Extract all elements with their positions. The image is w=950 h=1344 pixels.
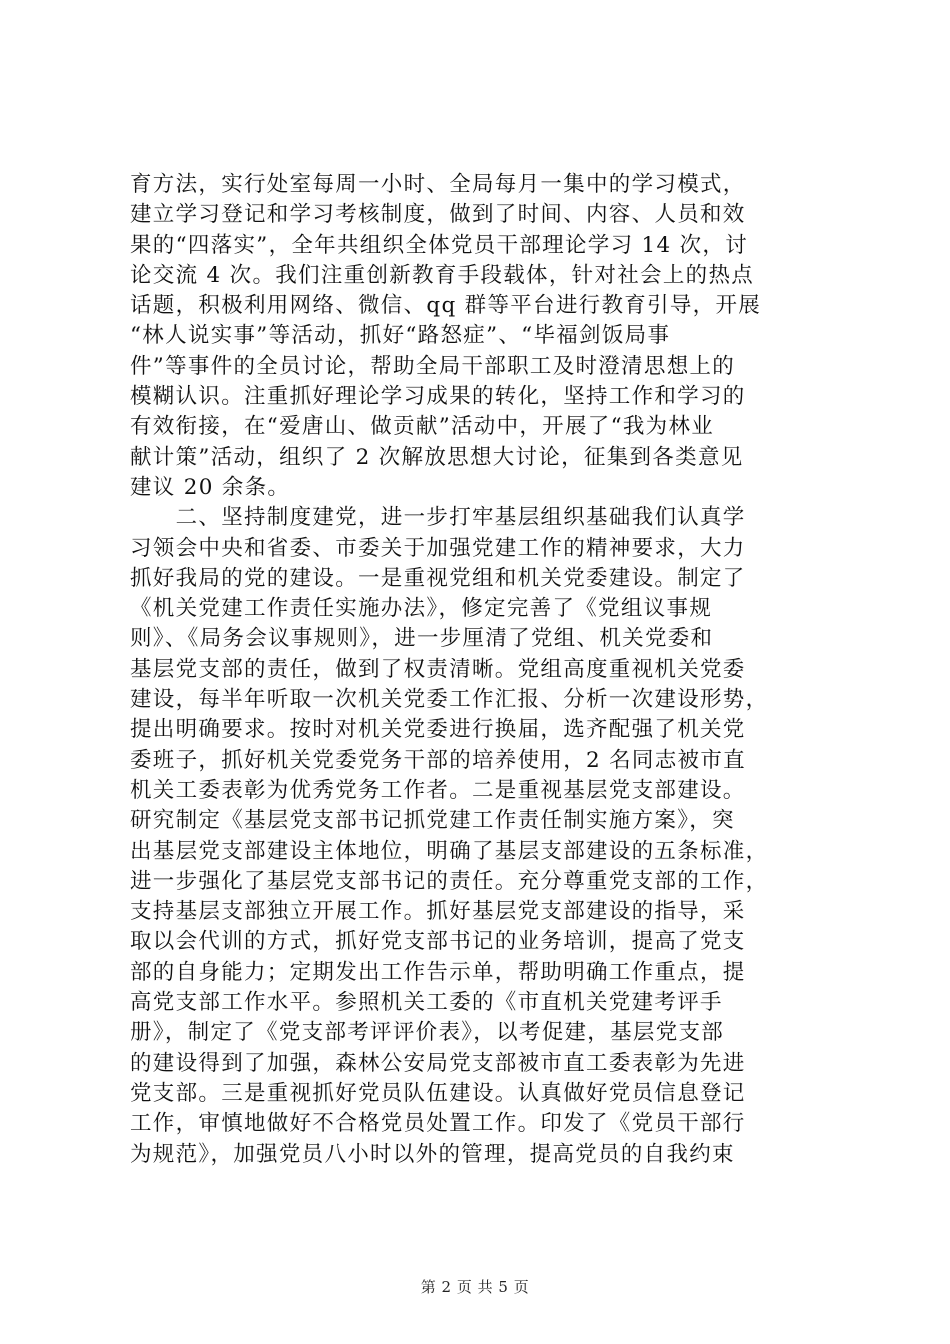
text-line: 取以会代训的方式，抓好党支部书记的业务培训，提高了党支 bbox=[130, 929, 746, 955]
text-line: 《机关党建工作责任实施办法》，修定完善了《党组议事规 bbox=[130, 596, 713, 622]
text-line: 册》，制定了《党支部考评评价表》，以考促建，基层党支部 bbox=[130, 1020, 725, 1046]
text-line: 提出明确要求。按时对机关党委进行换届，选齐配强了机关党 bbox=[130, 717, 746, 743]
section-heading-line: 二、坚持制度建党，进一步打牢基层组织基础我们认真学 bbox=[130, 505, 746, 531]
text-line: 支持基层支部独立开展工作。抓好基层党支部建设的指导，采 bbox=[130, 899, 746, 925]
text-line: 的建设得到了加强，森林公安局党支部被市直工委表彰为先进 bbox=[130, 1050, 746, 1076]
text-line: 献计策”活动，组织了 2 次解放思想大讨论，征集到各类意见 bbox=[130, 444, 744, 470]
text-line: 进一步强化了基层党支部书记的责任。充分尊重党支部的工作， bbox=[130, 868, 769, 894]
text-line: 研究制定《基层党支部书记抓党建工作责任制实施方案》，突 bbox=[130, 808, 735, 834]
text-line: 部的自身能力；定期发出工作告示单，帮助明确工作重点，提 bbox=[130, 959, 746, 985]
text-line: 党支部。三是重视抓好党员队伍建设。认真做好党员信息登记 bbox=[130, 1080, 746, 1106]
text-line: 有效衔接，在“爱唐山、做贡献”活动中，开展了“我为林业 bbox=[130, 414, 715, 440]
text-line: 为规范》，加强党员八小时以外的管理，提高党员的自我约束 bbox=[130, 1141, 735, 1167]
text-line: 委班子，抓好机关党委党务干部的培养使用，2 名同志被市直 bbox=[130, 747, 746, 773]
text-line: 工作，审慎地做好不合格党员处置工作。印发了《党员干部行 bbox=[130, 1111, 746, 1137]
text-line: 建立学习登记和学习考核制度，做到了时间、内容、人员和效 bbox=[130, 202, 746, 228]
text-line: 果的“四落实”，全年共组织全体党员干部理论学习 14 次，讨 bbox=[130, 232, 749, 258]
text-line: 模糊认识。注重抓好理论学习成果的转化，坚持工作和学习的 bbox=[130, 384, 746, 410]
text-line: 建议 20 余条。 bbox=[130, 474, 291, 500]
text-line: 出基层党支部建设主体地位，明确了基层支部建设的五条标准， bbox=[130, 838, 769, 864]
body-text bbox=[130, 170, 830, 1170]
text-line: 育方法，实行处室每周一小时、全局每月一集中的学习模式， bbox=[130, 172, 746, 197]
text-line: 件”等事件的全员讨论，帮助全局干部职工及时澄清思想上的 bbox=[130, 353, 736, 379]
text-line: 则》、《局务会议事规则》，进一步厘清了党组、机关党委和 bbox=[130, 626, 714, 652]
text-line: “林人说实事”等活动，抓好“路怒症”、“毕福剑饭局事 bbox=[130, 323, 671, 349]
text-line: 话题，积极利用网络、微信、qq 群等平台进行教育引导，开展 bbox=[130, 293, 762, 319]
text-line: 论交流 4 次。我们注重创新教育手段载体，针对社会上的热点 bbox=[130, 262, 755, 288]
text-line: 习领会中央和省委、市委关于加强党建工作的精神要求，大力 bbox=[130, 535, 746, 561]
text-line: 基层党支部的责任，做到了权责清晰。党组高度重视机关党委 bbox=[130, 656, 746, 682]
text-line: 机关工委表彰为优秀党务工作者。二是重视基层党支部建设。 bbox=[130, 777, 746, 803]
text-line: 建设，每半年听取一次机关党委工作汇报、分析一次建设形势， bbox=[130, 687, 769, 713]
page-number-footer: 第 2 页 共 5 页 bbox=[420, 1278, 530, 1296]
text-line: 高党支部工作水平。参照机关工委的《市直机关党建考评手 bbox=[130, 990, 723, 1016]
text-line: 抓好我局的党的建设。一是重视党组和机关党委建设。制定了 bbox=[130, 565, 746, 591]
